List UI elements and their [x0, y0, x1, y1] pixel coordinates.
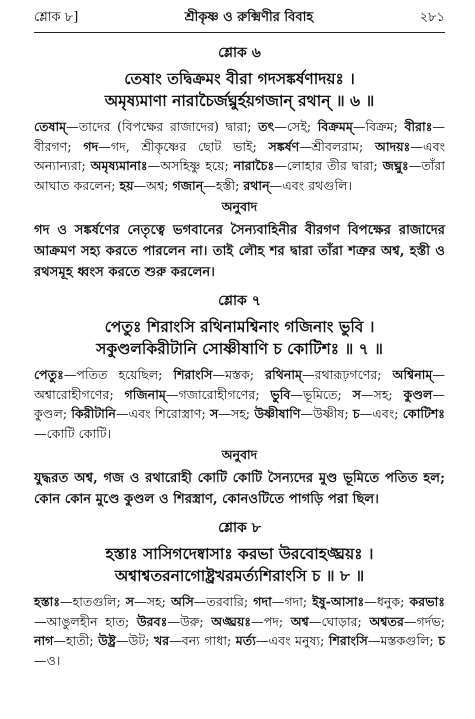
synonym-definition: —হস্তী; — [203, 177, 244, 193]
synonym-term: খর — [153, 633, 170, 648]
verse-7-section — [34, 289, 445, 510]
synonym-term: গদ — [83, 138, 99, 154]
synonym-definition: —মস্তক; — [212, 367, 266, 382]
synonym-term: উরবঃ — [136, 613, 168, 629]
header-chapter-title: শ্রীকৃষ্ণ ও রুক্মিণীর বিবাহ — [184, 10, 314, 25]
synonym-definition: —গদা; — [271, 594, 313, 609]
synonym-definition: —ও। — [34, 652, 61, 668]
verse-7-synonyms — [34, 365, 445, 443]
synonym-term: হস্তাঃ — [34, 594, 61, 609]
synonym-term: পেতুঃ — [34, 367, 64, 382]
synonym-term: অসি — [170, 594, 194, 609]
synonym-definition: —সহ; — [360, 386, 404, 402]
synonym-term: রথিনাম্ — [265, 367, 303, 382]
header-verse-ref: শ্লোক ৮] — [34, 10, 79, 25]
synonym-term: রথান্ — [243, 177, 270, 193]
running-header — [34, 8, 445, 30]
header-rule — [34, 32, 445, 33]
synonym-term: সঙ্কর্ষণ — [268, 138, 300, 154]
synonym-term: গজিনাম্ — [124, 386, 166, 402]
synonym-definition: —বীরগণ; — [34, 119, 445, 154]
synonym-definition: —বন্য গাধা; — [169, 633, 236, 648]
synonym-term: গদা — [253, 594, 272, 609]
verse-7-translation-heading: অনুবাদ — [221, 447, 258, 462]
synonym-term: গজান্ — [172, 177, 204, 193]
synonym-definition: —সহ; — [134, 594, 171, 609]
synonym-term: ইষু-আসাঃ — [312, 594, 365, 609]
synonym-term: উষ্ট্র — [98, 633, 116, 648]
verse-8-line-2: অশ্বাশ্বতরনাগোষ্ট্রখরমর্ত্যশিরাংসি চ ॥ ৮ ॥ — [114, 566, 365, 585]
verse-8-section — [34, 516, 445, 670]
synonym-term: চ — [438, 633, 445, 648]
verse-7-line-2: সকুণ্ডলকিরীটানি সোষ্ণীষাণি চ কোটিশঃ ॥ ৭ ॥ — [96, 339, 383, 358]
synonym-term: স — [352, 386, 361, 402]
verse-8-synonyms — [34, 592, 445, 670]
synonym-term: হয় — [119, 177, 134, 193]
synonym-definition: —উরু; — [167, 613, 212, 629]
verse-7-title: শ্লোক ৭ — [218, 293, 261, 309]
synonym-term: আদয়ঃ — [374, 138, 411, 154]
synonym-definition: —হাতগুলি; — [60, 594, 126, 609]
synonym-term: অঙ্ঘ্রয়ঃ — [211, 613, 252, 629]
verse-6-translation-heading: অনুবাদ — [221, 199, 258, 214]
synonym-term: তেষাম্ — [34, 119, 67, 134]
verse-6-title: শ্লোক ৬ — [218, 45, 261, 61]
synonym-term: বিক্রমম্ — [317, 119, 353, 134]
page-number: ২৮১ — [419, 10, 445, 25]
synonym-definition: —সেই; — [274, 119, 318, 134]
synonym-term: নারাচৈঃ — [233, 158, 275, 173]
synonym-definition: —অসহিষ্ণু হয়ে; — [147, 158, 234, 173]
synonym-definition: —পদ; — [251, 613, 291, 629]
synonym-definition: —এবং রথগুলি। — [269, 177, 352, 193]
synonym-term: অশ্ব — [290, 613, 309, 629]
synonym-term: নাগ — [34, 633, 54, 648]
verse-6-synonyms — [34, 117, 445, 195]
synonym-definition: —গদ, শ্রীকৃষ্ণের ছোট ভাই; — [98, 138, 269, 154]
synonym-definition: —ঘোড়ার; — [308, 613, 370, 629]
synonym-definition: —গর্দভ; — [403, 613, 446, 629]
synonym-definition: —সহ; — [218, 406, 255, 421]
synonym-definition: —লোহার তীর দ্বারা; — [274, 158, 383, 173]
synonym-definition: —তরবারি; — [193, 594, 254, 609]
synonym-definition: —বিক্রম; — [352, 119, 405, 134]
synonym-term: মর্ত্য — [235, 633, 256, 648]
verse-6-translation: গদ ও সঙ্কর্ষণের নেতৃত্বে ভগবানের সৈন্যবাহিনীর বীরগণ বিপক্ষের রাজাদের আক্রমণ সহ্য করতে পারলেন না। তাই লৌহ শর দ্বারা তাঁরা শত্রুর অশ্ব, হস্তী ও রথসমূহ ধ্বংস করতে শুরু করলেন। — [34, 223, 445, 280]
synonym-definition: —গজারোহীগণের; — [165, 386, 271, 402]
verse-8-line-1: হস্তাঃ সাসিগদেষ্বাসাঃ করভা উরবোহঙ্ঘ্রয়ঃ । — [105, 544, 374, 563]
synonym-definition: —এবং অন্যান্যরা; — [34, 138, 445, 173]
synonym-definition: —এবং শিরোস্ত্রাণ; — [115, 406, 210, 421]
synonym-definition: —এবং; — [359, 406, 403, 421]
synonym-definition: —পতিত হয়েছিল; — [63, 367, 174, 382]
synonym-term: স — [209, 406, 219, 421]
synonym-definition: —তাদের (বিপক্ষের রাজাদের) দ্বারা; — [66, 119, 259, 134]
synonym-term: কিরীটানি — [71, 406, 116, 421]
synonym-definition: —হাতী; — [53, 633, 99, 648]
synonym-definition: —কোটি কোটি। — [34, 425, 112, 441]
synonym-definition: —শ্রীবলরাম; — [299, 138, 375, 154]
synonym-term: চ — [352, 406, 360, 421]
synonym-definition: —ধনুক; — [364, 594, 410, 609]
synonym-definition: —রথারূঢ়গণের; — [302, 367, 393, 382]
synonym-definition: —অশ্বারোহীগণের; — [34, 367, 446, 402]
synonym-term: শিরাংসি — [173, 367, 213, 382]
synonym-term: অমৃষ্যমানাঃ — [90, 158, 148, 173]
synonym-term: তৎ — [258, 119, 275, 134]
synonym-term: উষ্ণীষাণি — [254, 406, 301, 421]
verse-6-section — [34, 41, 445, 283]
synonym-term: ভুবি — [270, 386, 291, 402]
synonym-term: স — [125, 594, 135, 609]
synonym-definition: —অশ্ব; — [133, 177, 173, 193]
synonym-term: জঘ্নুঃ — [382, 158, 409, 173]
verse-8-title: শ্লোক ৮ — [218, 520, 261, 536]
synonym-term: কুণ্ডল — [403, 386, 433, 402]
verse-6-line-2: অমৃষ্যমাণা নারাচৈর্জঘ্নুর্হয়গজান্ রথান্ ॥ ৬ ॥ — [104, 91, 375, 110]
synonym-definition: —ভূমিতে; — [290, 386, 353, 402]
synonym-definition: —মস্তকগুলি; — [367, 633, 439, 648]
synonym-term: অশ্বতর — [369, 613, 404, 629]
verse-6-line-1: তেষাং তদ্বিক্রমং বীরা গদসঙ্কর্ষণাদয়ঃ । — [124, 69, 355, 88]
synonym-definition: —উষ্ণীষ; — [300, 406, 353, 421]
synonym-term: অশ্বিনাম্ — [392, 367, 433, 382]
synonym-definition: —উট; — [115, 633, 154, 648]
verse-7-translation: যুদ্ধরত অশ্ব, গজ ও রথারোহী কোটি কোটি সৈন্যদের মুণ্ড ভূমিতে পতিত হল; কোন কোন মুণ্ডে কুণ্ডল ও শিরস্ত্রাণ, কোনওটিতে পাগড়ি পরা ছিল। — [34, 471, 445, 507]
synonym-term: কোটিশঃ — [402, 406, 445, 421]
verse-7-line-1: পেতুঃ শিরাংসি রথিনামশ্বিনাং গজিনাং ভুবি । — [104, 317, 375, 336]
synonym-definition: —এবং মনুষ্য; — [255, 633, 329, 648]
synonym-term: শিরাংসি — [328, 633, 368, 648]
synonym-definition: —কুণ্ডল; — [34, 386, 445, 421]
synonym-term: করভাঃ — [409, 594, 445, 609]
synonym-definition: —তাঁরা আঘাত করলেন; — [34, 158, 445, 193]
synonym-definition: —আঙুলহীন হাত; — [34, 613, 137, 629]
synonym-term: বীরাঃ — [404, 119, 433, 134]
